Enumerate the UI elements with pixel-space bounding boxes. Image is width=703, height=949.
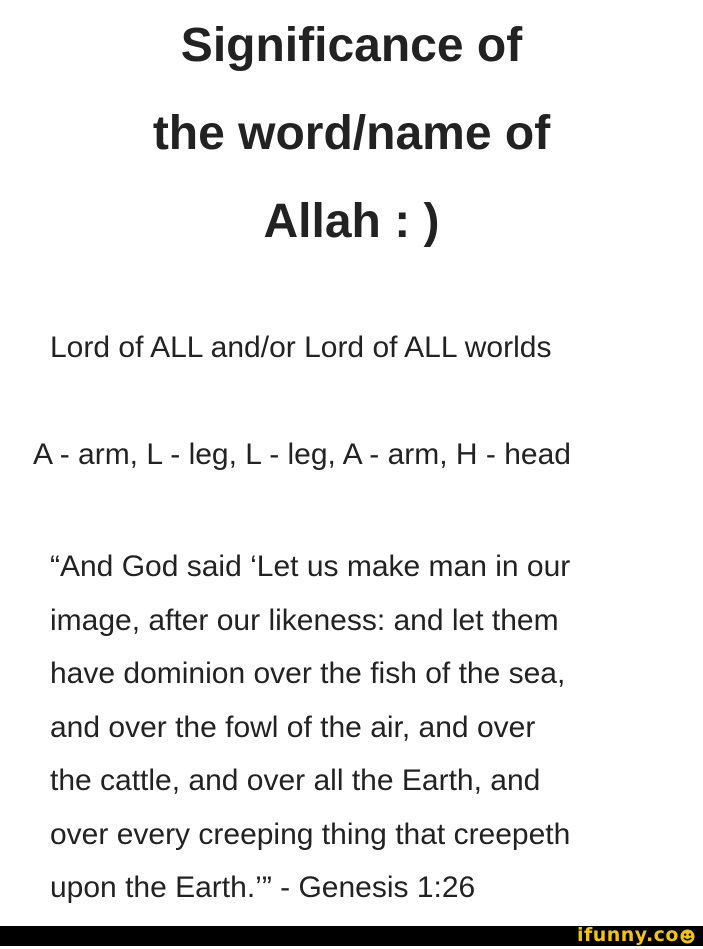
quote-line: upon the Earth.’” - Genesis 1:26 — [50, 871, 476, 904]
title-line-3: Allah : ) — [263, 195, 440, 248]
watermark-text: ifunny.co — [576, 924, 679, 946]
genesis-quote — [50, 540, 690, 915]
title-line-1: Significance of — [180, 19, 523, 72]
quote-line: image, after our likeness: and let them — [50, 603, 559, 637]
page-title — [0, 2, 703, 266]
quote-line: the cattle, and over all the Earth, and — [50, 764, 541, 797]
ifunny-watermark — [577, 924, 695, 946]
letters-meaning-text: A - arm, L - leg, L - leg, A - arm, H - head — [33, 438, 571, 471]
quote-line: have dominion over the fish of the sea, — [50, 657, 566, 690]
title-line-2: the word/name of — [152, 107, 551, 160]
quote-line: “And God said ‘Let us make man in our — [50, 550, 571, 583]
quote-line: over every creeping thing that creepeth — [50, 817, 571, 851]
quote-line: and over the fowl of the air, and over — [50, 710, 536, 744]
subtitle-text: Lord of ALL and/or Lord of ALL worlds — [50, 331, 552, 364]
